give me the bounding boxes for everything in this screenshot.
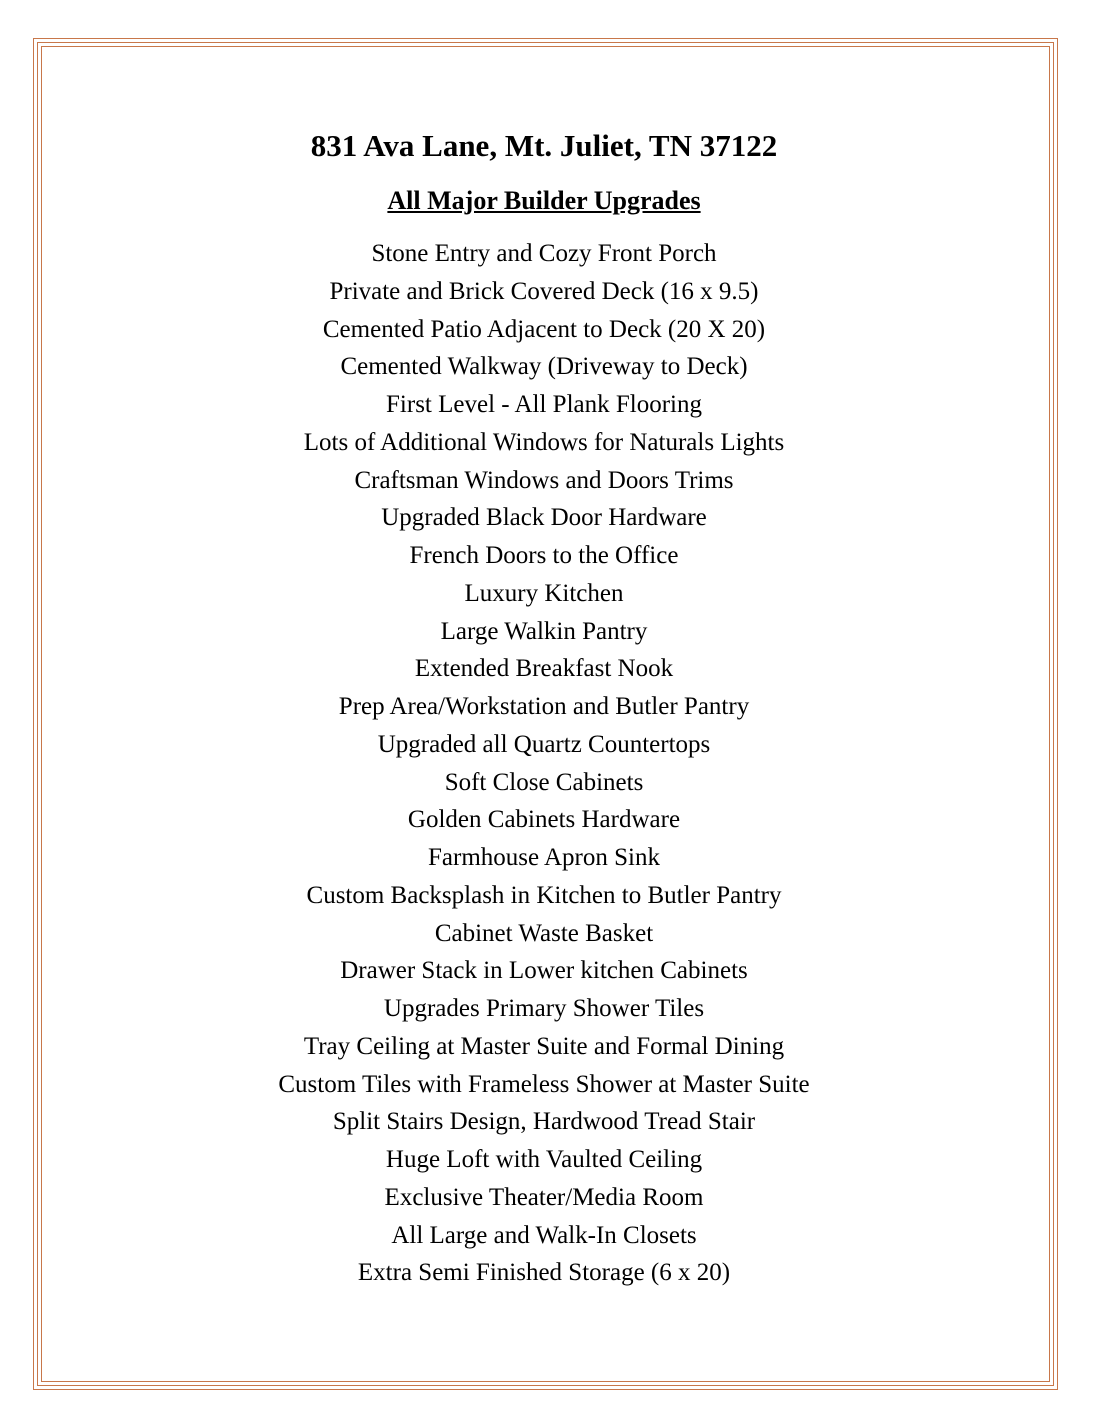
list-item: Private and Brick Covered Deck (16 x 9.5) <box>329 277 759 305</box>
list-item: Upgraded Black Door Hardware <box>381 504 707 532</box>
list-item: Craftsman Windows and Doors Trims <box>354 466 734 494</box>
list-item: Extra Semi Finished Storage (6 x 20) <box>357 1259 731 1287</box>
list-item: Cemented Walkway (Driveway to Deck) <box>340 353 748 381</box>
upgrades-list <box>0 235 1088 1292</box>
list-item: First Level - All Plank Flooring <box>386 391 702 418</box>
list-item: Stone Entry and Cozy Front Porch <box>371 240 717 267</box>
list-item: Drawer Stack in Lower kitchen Cabinets <box>340 957 748 985</box>
list-item: Large Walkin Pantry <box>440 617 648 645</box>
list-item: Cemented Patio Adjacent to Deck (20 X 20) <box>322 315 766 343</box>
list-item: French Doors to the Office <box>409 542 679 569</box>
list-item: Custom Tiles with Frameless Shower at Master Suite <box>278 1070 810 1098</box>
list-item: Cabinet Waste Basket <box>434 919 654 947</box>
list-item: Tray Ceiling at Master Suite and Formal Dining <box>303 1032 785 1060</box>
list-item: Golden Cabinets Hardware <box>407 806 681 834</box>
list-item: Extended Breakfast Nook <box>414 655 674 683</box>
list-item: Soft Close Cabinets <box>444 768 644 796</box>
list-item: Luxury Kitchen <box>464 579 624 607</box>
list-item: Prep Area/Workstation and Butler Pantry <box>338 693 750 720</box>
list-item: All Large and Walk-In Closets <box>391 1221 697 1249</box>
list-item: Upgraded all Quartz Countertops <box>377 730 711 758</box>
list-item: Farmhouse Apron Sink <box>428 844 660 871</box>
list-item: Huge Loft with Vaulted Ceiling <box>385 1146 703 1173</box>
list-item: Split Stairs Design, Hardwood Tread Stair <box>332 1108 756 1136</box>
document-subtitle: All Major Builder Upgrades <box>387 186 701 215</box>
list-item: Lots of Additional Windows for Naturals Lights <box>303 428 785 456</box>
list-item: Exclusive Theater/Media Room <box>384 1183 704 1211</box>
document-title: 831 Ava Lane, Mt. Juliet, TN 37122 <box>310 128 778 163</box>
list-item: Upgrades Primary Shower Tiles <box>383 995 705 1022</box>
list-item: Custom Backsplash in Kitchen to Butler Pantry <box>306 881 782 909</box>
